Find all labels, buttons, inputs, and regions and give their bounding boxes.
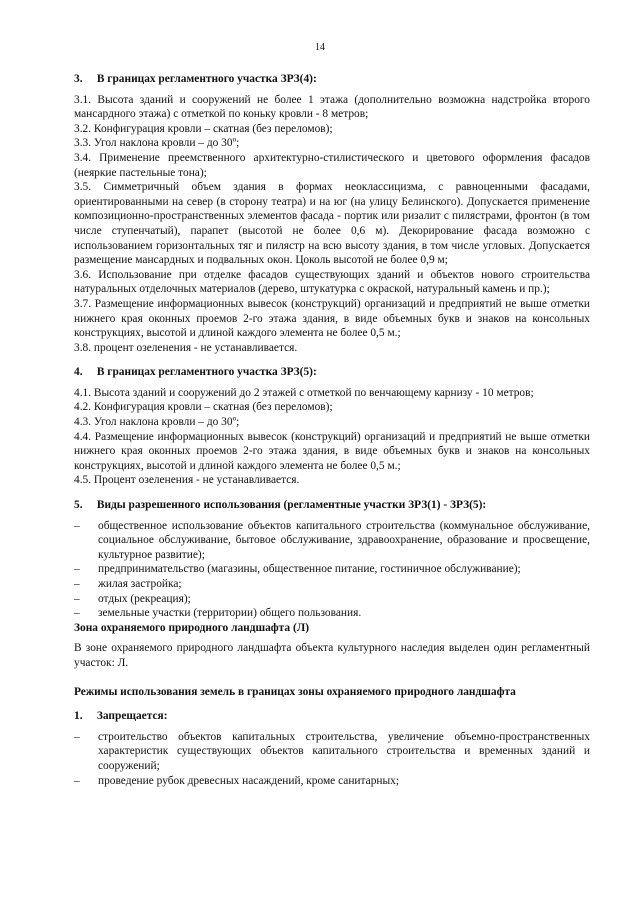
paragraph-3-3: 3.3. Угол наклона кровли – до 30º; (74, 137, 240, 150)
paragraph-3-5: 3.5. Симметричный объем здания в формах неоклассицизма, с равноценными фасадами, ориентированными на север (в сторону театра) и на юг (на улицу Белинского). Допускается применение композиционно-пространственных элементов фасада - портик или ризалит с пилястрами, фронтон (в том числе ступенчатый), парапет (высотой не более 0,6 м). Декорирование фасада возможно с использованием горизонтальных тяг и пилястр на всю высоту здания, в том числе угловых. Допускается размещение мансардных и подвальных окон. Цоколь высотой не более 0,9 м; (74, 181, 590, 267)
list-item-text: общественное использование объектов капитального строительства (коммунальное обслуживание, социальное обслуживание, бытовое обслуживание, здравоохранение, образование и просвещение, культурное развитие); (98, 519, 590, 561)
regimes-subheading (74, 709, 590, 724)
page-number: 14 (315, 42, 325, 53)
list-item (74, 519, 590, 563)
paragraph-4-1: 4.1. Высота зданий и сооружений до 2 этажей с отметкой по венчающему карнизу - 10 метров; (74, 386, 534, 399)
paragraph-4-2: 4.2. Конфигурация кровли – скатная (без переломов); (74, 401, 333, 414)
section-5-title: Виды разрешенного использования (регламентные участки ЗРЗ(1) - ЗРЗ(5): (96, 499, 487, 512)
paragraph-3-7: 3.7. Размещение информационных вывесок (конструкций) организаций и предприятий не выше отметки нижнего края оконных проемов 2-го этажа здания, в виде объемных букв и знаков на консольных конструкциях, высотой и длиной каждого элемента не более 0,5 м.; (74, 297, 590, 340)
list-item (74, 606, 590, 621)
bullet-dash: – (74, 578, 80, 590)
regimes-title: Режимы использования земель в границах зоны охраняемого природного ландшафта (74, 685, 516, 698)
bullet-dash: – (74, 592, 80, 605)
bullet-dash: – (74, 730, 80, 743)
paragraph-3-2: 3.2. Конфигурация кровли – скатная (без переломов); (74, 122, 333, 135)
bullet-dash: – (74, 519, 80, 532)
list-item-text: отдых (рекреация); (98, 592, 191, 605)
bullet-dash: – (74, 563, 80, 576)
section-3-heading (74, 72, 590, 87)
paragraph-3-6: 3.6. Использование при отделке фасадов существующих зданий и объектов нового строительства натуральных отделочных материалов (дерево, штукатурка с окраской, натуральный камень и пр.); (74, 268, 590, 296)
paragraph-4-3: 4.3. Угол наклона кровли – до 30º; (74, 416, 240, 429)
list-item-text: земельные участки (территории) общего пользования. (98, 607, 362, 620)
list-item-text: предпринимательство (магазины, общественное питание, гостиничное обслуживание); (98, 563, 521, 576)
section-4-title: В границах регламентного участка ЗРЗ(5): (96, 366, 317, 379)
bullet-dash: – (74, 607, 80, 620)
zone-title: Зона охраняемого природного ландшафта (Л) (74, 621, 310, 634)
section-4-number: 4. (74, 366, 83, 379)
list-item (74, 562, 590, 577)
paragraph-3-1: 3.1. Высота зданий и сооружений не более 1 этажа (дополнительно возможна надстройка второго мансардного этажа) с отметкой по коньку кровли - 8 метров; (74, 93, 590, 121)
section-5-number: 5. (74, 499, 83, 512)
section-4-heading (74, 365, 590, 380)
regimes-sub-number: 1. (74, 710, 83, 723)
paragraph-3-8: 3.8. процент озеленения - не устанавливается. (74, 341, 298, 354)
paragraph-4-5: 4.5. Процент озеленения - не устанавливается. (74, 474, 300, 487)
section-3-title: В границах регламентного участка ЗРЗ(4): (96, 73, 317, 85)
document-body (74, 62, 590, 788)
list-item (74, 592, 590, 607)
list-item-text: проведение рубок древесных насаждений, кроме санитарных; (98, 774, 400, 787)
section-5-heading (74, 498, 590, 513)
paragraph-4-4: 4.4. Размещение информационных вывесок (конструкций) организаций и предприятий не выше отметки нижнего края оконных проемов 2-го этажа здания, в виде объемных букв и знаков на консольных конструкциях, высотой и длиной каждого элемента не более 0,5 м.; (74, 430, 590, 472)
paragraph-3-4: 3.4. Применение преемственного архитектурно-стилистического и цветового оформления фасадов (неяркие пастельные тона); (74, 151, 590, 179)
list-item-text: жилая застройка; (98, 578, 182, 590)
list-item-text: строительство объектов капитальных строительства, увеличение объемно-пространственных характеристик существующих объектов капитального строительства и временных зданий и сооружений; (98, 730, 590, 772)
list-item (74, 774, 590, 789)
list-item (74, 730, 590, 774)
section-3-number: 3. (74, 73, 83, 85)
zone-text: В зоне охраняемого природного ландшафта объекта культурного наследия выделен один регламентный участок: Л. (74, 642, 590, 669)
list-item (74, 577, 590, 592)
regimes-sub-title: Запрещается: (96, 710, 168, 723)
bullet-dash: – (74, 774, 80, 787)
